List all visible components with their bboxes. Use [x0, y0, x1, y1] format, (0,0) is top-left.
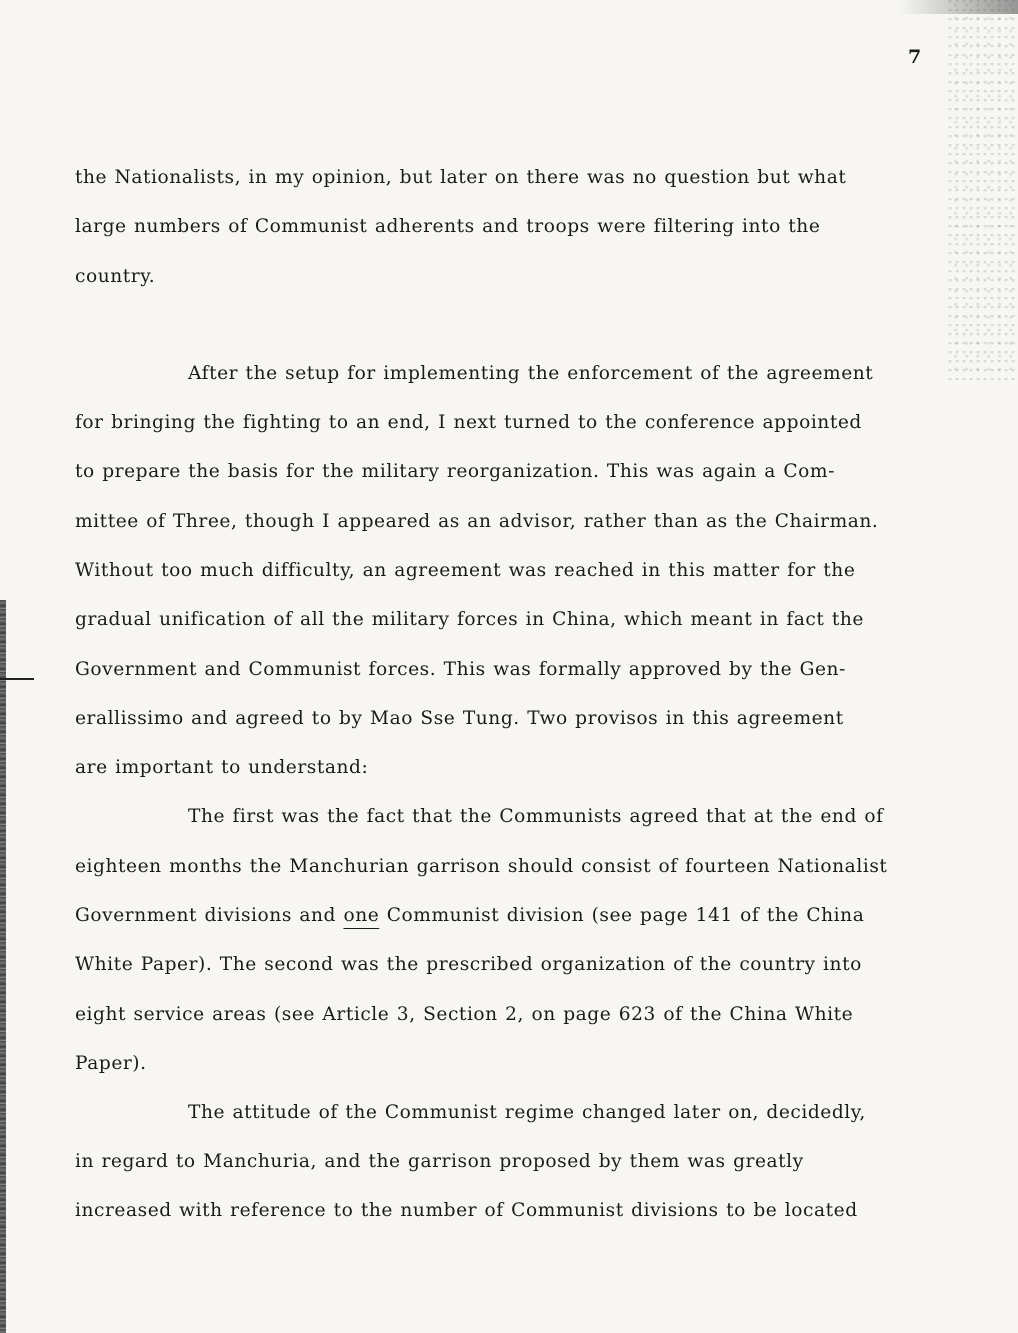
text-line: The first was the fact that the Communists agreed that at the end of — [188, 806, 884, 827]
text-line: large numbers of Communist adherents and troops were filtering into the — [75, 216, 821, 237]
text-line: gradual unification of all the military forces in China, which meant in fact the — [75, 609, 864, 630]
text-line: Paper). — [75, 1053, 147, 1074]
text-line: for bringing the fighting to an end, I next turned to the conference appointed — [75, 412, 862, 433]
text-line: Government and Communist forces. This was formally approved by the Gen- — [75, 659, 846, 680]
text-line: increased with reference to the number of Communist divisions to be located — [75, 1200, 858, 1221]
text-line: are important to understand: — [75, 757, 369, 778]
text-line: country. — [75, 266, 156, 287]
text-line: After the setup for implementing the enforcement of the agreement — [188, 363, 874, 384]
text-line: the Nationalists, in my opinion, but later on there was no question but what — [75, 167, 847, 188]
text-line: Without too much difficulty, an agreement was reached in this matter for the — [75, 560, 856, 581]
text-line: to prepare the basis for the military reorganization. This was again a Com- — [75, 461, 835, 482]
scan-corner-shadow — [898, 0, 1018, 14]
page-number: 7 — [908, 46, 922, 68]
scan-speckle — [948, 0, 1018, 380]
text-line: eight service areas (see Article 3, Section 2, on page 623 of the China White — [75, 1004, 854, 1025]
scan-margin-mark — [0, 678, 34, 680]
text-line: The attitude of the Communist regime changed later on, decidedly, — [188, 1102, 866, 1123]
text-line: erallissimo and agreed to by Mao Sse Tung. Two provisos in this agreement — [75, 708, 844, 729]
text-line: mittee of Three, though I appeared as an advisor, rather than as the Chairman. — [75, 511, 879, 532]
text-line: eighteen months the Manchurian garrison should consist of fourteen Nationalist — [75, 856, 888, 877]
underlined-word: one — [343, 905, 380, 926]
text-line: White Paper). The second was the prescribed organization of the country into — [75, 954, 862, 975]
text-segment: Communist division (see page 141 of the China — [379, 905, 865, 926]
text-segment: Government divisions and — [75, 905, 344, 926]
text-line: in regard to Manchuria, and the garrison proposed by them was greatly — [75, 1151, 804, 1172]
scan-binding-edge — [0, 600, 6, 1333]
text-line — [75, 904, 864, 928]
